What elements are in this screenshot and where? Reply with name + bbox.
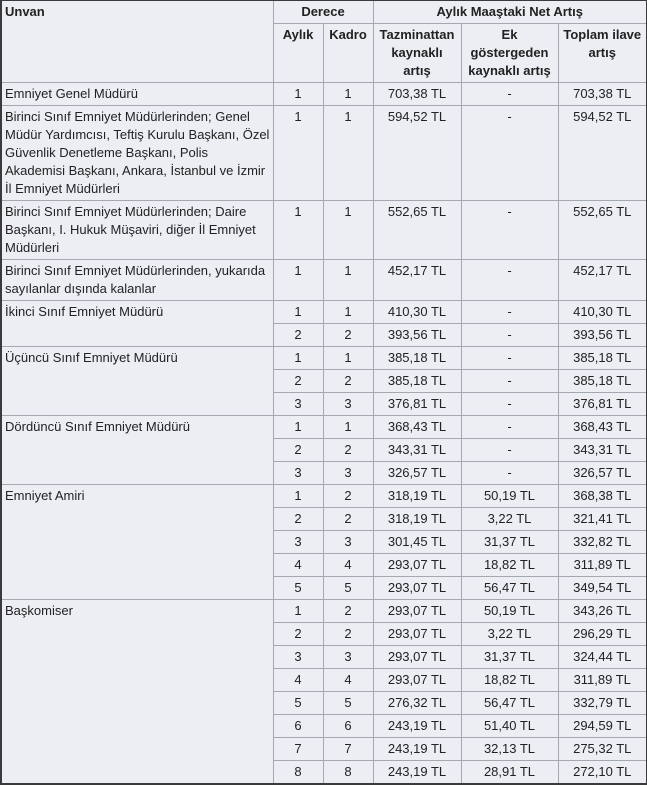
cell-aylik: 1 <box>273 106 323 201</box>
cell-ek-gosterge: 18,82 TL <box>461 669 558 692</box>
cell-aylik: 2 <box>273 324 323 347</box>
cell-kadro: 2 <box>323 623 373 646</box>
cell-aylik: 4 <box>273 669 323 692</box>
cell-ek-gosterge: 31,37 TL <box>461 531 558 554</box>
cell-unvan: İkinci Sınıf Emniyet Müdürü <box>1 301 273 347</box>
cell-tazminat: 318,19 TL <box>373 485 461 508</box>
cell-tazminat: 385,18 TL <box>373 370 461 393</box>
cell-ek-gosterge: - <box>461 106 558 201</box>
cell-kadro: 2 <box>323 324 373 347</box>
cell-aylik: 6 <box>273 715 323 738</box>
header-tazminattan: Tazminattan kaynaklı artış <box>373 24 461 83</box>
cell-tazminat: 376,81 TL <box>373 393 461 416</box>
cell-tazminat: 393,56 TL <box>373 324 461 347</box>
cell-toplam: 343,26 TL <box>558 600 647 623</box>
table-row <box>1 347 647 370</box>
cell-tazminat: 243,19 TL <box>373 761 461 785</box>
cell-toplam: 311,89 TL <box>558 669 647 692</box>
cell-aylik: 1 <box>273 83 323 106</box>
cell-toplam: 324,44 TL <box>558 646 647 669</box>
cell-aylik: 1 <box>273 201 323 260</box>
cell-unvan: Dördüncü Sınıf Emniyet Müdürü <box>1 416 273 485</box>
cell-kadro: 7 <box>323 738 373 761</box>
cell-toplam: 594,52 TL <box>558 106 647 201</box>
cell-toplam: 326,57 TL <box>558 462 647 485</box>
cell-unvan: Birinci Sınıf Emniyet Müdürlerinden; Genel Müdür Yardımcısı, Teftiş Kurulu Başkanı, Özel Güvenlik Denetleme Başkanı, Polis Akademisi Başkanı, Ankara, İstanbul ve İzmir İl Emniyet Müdürleri <box>1 106 273 201</box>
table-row <box>1 260 647 301</box>
cell-tazminat: 293,07 TL <box>373 577 461 600</box>
table-body <box>1 83 647 785</box>
cell-kadro: 5 <box>323 577 373 600</box>
cell-ek-gosterge: 3,22 TL <box>461 623 558 646</box>
cell-tazminat: 410,30 TL <box>373 301 461 324</box>
cell-kadro: 2 <box>323 600 373 623</box>
cell-aylik: 1 <box>273 600 323 623</box>
cell-tazminat: 293,07 TL <box>373 669 461 692</box>
cell-toplam: 376,81 TL <box>558 393 647 416</box>
cell-ek-gosterge: - <box>461 370 558 393</box>
cell-kadro: 2 <box>323 485 373 508</box>
cell-toplam: 272,10 TL <box>558 761 647 785</box>
cell-kadro: 8 <box>323 761 373 785</box>
cell-toplam: 552,65 TL <box>558 201 647 260</box>
header-derece: Derece <box>273 0 373 24</box>
cell-aylik: 3 <box>273 462 323 485</box>
header-ek-gosterge: Ek göstergeden kaynaklı artış <box>461 24 558 83</box>
header-aylik: Aylık <box>273 24 323 83</box>
cell-ek-gosterge: 56,47 TL <box>461 692 558 715</box>
cell-aylik: 1 <box>273 260 323 301</box>
cell-unvan: Emniyet Amiri <box>1 485 273 600</box>
cell-tazminat: 703,38 TL <box>373 83 461 106</box>
cell-ek-gosterge: 18,82 TL <box>461 554 558 577</box>
cell-tazminat: 293,07 TL <box>373 623 461 646</box>
cell-aylik: 7 <box>273 738 323 761</box>
cell-kadro: 4 <box>323 554 373 577</box>
cell-tazminat: 301,45 TL <box>373 531 461 554</box>
cell-ek-gosterge: - <box>461 393 558 416</box>
cell-kadro: 3 <box>323 646 373 669</box>
header-toplam: Toplam ilave artış <box>558 24 647 83</box>
header-kadro: Kadro <box>323 24 373 83</box>
cell-kadro: 1 <box>323 106 373 201</box>
cell-toplam: 452,17 TL <box>558 260 647 301</box>
cell-toplam: 332,82 TL <box>558 531 647 554</box>
cell-ek-gosterge: 31,37 TL <box>461 646 558 669</box>
cell-kadro: 3 <box>323 393 373 416</box>
table-row <box>1 600 647 623</box>
cell-tazminat: 243,19 TL <box>373 738 461 761</box>
cell-ek-gosterge: - <box>461 439 558 462</box>
table-row <box>1 201 647 260</box>
header-aylik-net-artis: Aylık Maaştaki Net Artış <box>373 0 647 24</box>
cell-aylik: 2 <box>273 370 323 393</box>
cell-toplam: 385,18 TL <box>558 370 647 393</box>
cell-kadro: 2 <box>323 439 373 462</box>
cell-aylik: 1 <box>273 347 323 370</box>
cell-kadro: 4 <box>323 669 373 692</box>
cell-kadro: 3 <box>323 462 373 485</box>
cell-ek-gosterge: - <box>461 324 558 347</box>
cell-ek-gosterge: - <box>461 301 558 324</box>
cell-tazminat: 385,18 TL <box>373 347 461 370</box>
cell-kadro: 1 <box>323 83 373 106</box>
cell-ek-gosterge: - <box>461 462 558 485</box>
cell-ek-gosterge: 50,19 TL <box>461 600 558 623</box>
cell-toplam: 368,43 TL <box>558 416 647 439</box>
cell-aylik: 3 <box>273 646 323 669</box>
cell-aylik: 1 <box>273 416 323 439</box>
cell-ek-gosterge: 56,47 TL <box>461 577 558 600</box>
cell-ek-gosterge: 32,13 TL <box>461 738 558 761</box>
table-row <box>1 485 647 508</box>
cell-tazminat: 318,19 TL <box>373 508 461 531</box>
cell-aylik: 3 <box>273 531 323 554</box>
cell-tazminat: 368,43 TL <box>373 416 461 439</box>
cell-toplam: 275,32 TL <box>558 738 647 761</box>
cell-ek-gosterge: - <box>461 201 558 260</box>
cell-kadro: 6 <box>323 715 373 738</box>
cell-aylik: 5 <box>273 577 323 600</box>
cell-kadro: 1 <box>323 347 373 370</box>
cell-toplam: 393,56 TL <box>558 324 647 347</box>
cell-ek-gosterge: 51,40 TL <box>461 715 558 738</box>
cell-toplam: 385,18 TL <box>558 347 647 370</box>
cell-ek-gosterge: - <box>461 260 558 301</box>
cell-tazminat: 276,32 TL <box>373 692 461 715</box>
table-row <box>1 106 647 201</box>
cell-toplam: 410,30 TL <box>558 301 647 324</box>
cell-unvan: Üçüncü Sınıf Emniyet Müdürü <box>1 347 273 416</box>
cell-unvan: Birinci Sınıf Emniyet Müdürlerinden; Daire Başkanı, I. Hukuk Müşaviri, diğer İl Emniyet Müdürleri <box>1 201 273 260</box>
cell-kadro: 2 <box>323 508 373 531</box>
cell-aylik: 3 <box>273 393 323 416</box>
cell-unvan: Başkomiser <box>1 600 273 785</box>
cell-toplam: 296,29 TL <box>558 623 647 646</box>
cell-ek-gosterge: - <box>461 347 558 370</box>
cell-aylik: 2 <box>273 623 323 646</box>
cell-kadro: 1 <box>323 301 373 324</box>
cell-tazminat: 452,17 TL <box>373 260 461 301</box>
cell-unvan: Birinci Sınıf Emniyet Müdürlerinden, yukarıda sayılanlar dışında kalanlar <box>1 260 273 301</box>
table-header <box>1 0 647 83</box>
cell-kadro: 1 <box>323 260 373 301</box>
cell-kadro: 1 <box>323 416 373 439</box>
cell-tazminat: 293,07 TL <box>373 600 461 623</box>
cell-ek-gosterge: - <box>461 416 558 439</box>
cell-toplam: 703,38 TL <box>558 83 647 106</box>
cell-tazminat: 243,19 TL <box>373 715 461 738</box>
header-unvan: Unvan <box>1 0 273 83</box>
cell-kadro: 2 <box>323 370 373 393</box>
cell-aylik: 8 <box>273 761 323 785</box>
cell-ek-gosterge: 3,22 TL <box>461 508 558 531</box>
cell-aylik: 1 <box>273 301 323 324</box>
cell-aylik: 4 <box>273 554 323 577</box>
cell-tazminat: 326,57 TL <box>373 462 461 485</box>
cell-toplam: 332,79 TL <box>558 692 647 715</box>
cell-toplam: 311,89 TL <box>558 554 647 577</box>
cell-toplam: 349,54 TL <box>558 577 647 600</box>
cell-aylik: 2 <box>273 508 323 531</box>
cell-toplam: 294,59 TL <box>558 715 647 738</box>
cell-toplam: 368,38 TL <box>558 485 647 508</box>
table-row <box>1 416 647 439</box>
cell-tazminat: 343,31 TL <box>373 439 461 462</box>
cell-ek-gosterge: 28,91 TL <box>461 761 558 785</box>
cell-toplam: 321,41 TL <box>558 508 647 531</box>
table-row <box>1 301 647 324</box>
cell-unvan: Emniyet Genel Müdürü <box>1 83 273 106</box>
cell-kadro: 3 <box>323 531 373 554</box>
cell-aylik: 2 <box>273 439 323 462</box>
cell-tazminat: 594,52 TL <box>373 106 461 201</box>
cell-aylik: 1 <box>273 485 323 508</box>
cell-kadro: 5 <box>323 692 373 715</box>
cell-tazminat: 552,65 TL <box>373 201 461 260</box>
cell-ek-gosterge: - <box>461 83 558 106</box>
cell-tazminat: 293,07 TL <box>373 646 461 669</box>
cell-aylik: 5 <box>273 692 323 715</box>
cell-tazminat: 293,07 TL <box>373 554 461 577</box>
cell-toplam: 343,31 TL <box>558 439 647 462</box>
table-row <box>1 83 647 106</box>
cell-kadro: 1 <box>323 201 373 260</box>
cell-ek-gosterge: 50,19 TL <box>461 485 558 508</box>
